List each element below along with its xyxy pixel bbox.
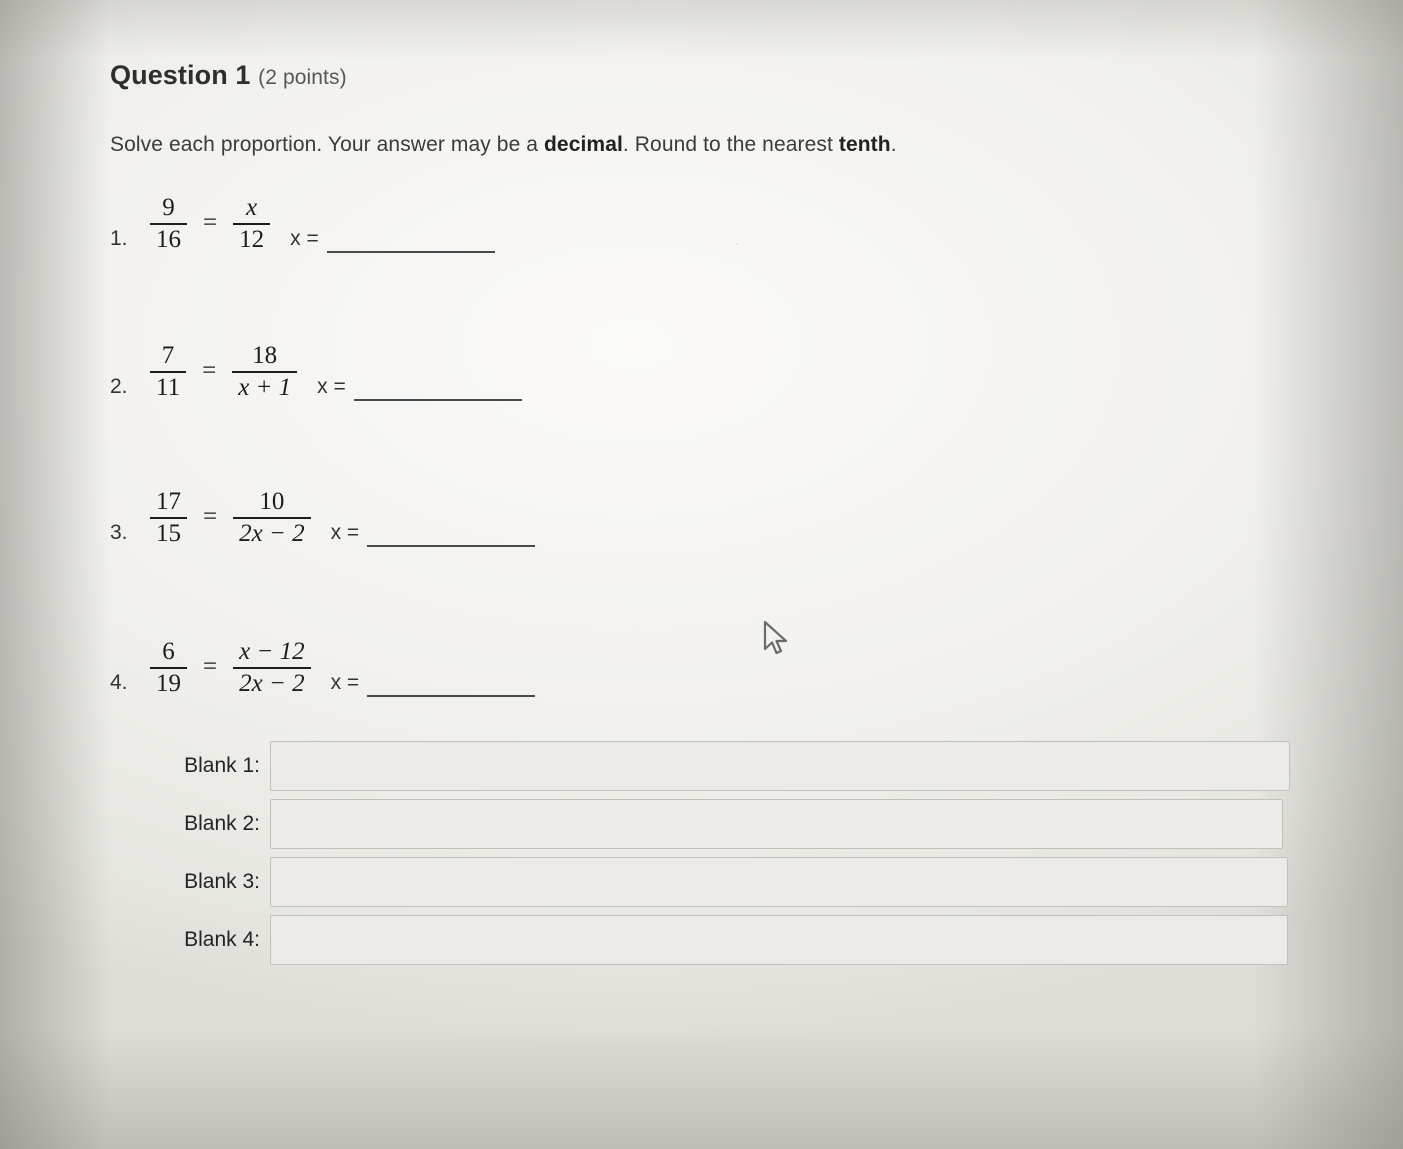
blank-label-2: Blank 2: (184, 812, 260, 835)
fraction-right-1 (227, 195, 276, 254)
denominator-right-3: 2x − 2 (239, 519, 305, 547)
fraction-left-1 (144, 195, 193, 254)
numerator-right-1: x (246, 193, 258, 221)
blank-row-1 (110, 741, 1310, 791)
problem-equation-1 (144, 195, 276, 254)
blank-fields-group (110, 741, 1310, 965)
numerator-left-2: 7 (161, 341, 175, 369)
numerator-left-4: 6 (162, 637, 175, 665)
denominator-left-3: 15 (156, 519, 181, 547)
numerator-right-3: 10 (259, 487, 285, 515)
instructions-emphasis-decimal: decimal (544, 133, 623, 156)
page-shadow-top (0, 0, 1403, 60)
denominator-right-2: x + 1 (238, 373, 292, 401)
problem-row-3 (110, 471, 1310, 547)
blank-input-3[interactable] (270, 857, 1288, 907)
answer-blank-line-2[interactable] (354, 377, 522, 401)
problem-row-1 (110, 177, 1310, 253)
numerator-left-1: 9 (162, 193, 175, 221)
problem-number-2: 2. (110, 375, 128, 398)
x-equals-label-3: x = (330, 521, 360, 544)
x-equals-label-4: x = (330, 671, 360, 694)
denominator-left-2: 11 (156, 373, 181, 401)
problem-equation-4 (144, 639, 317, 698)
equals-sign-1: = (203, 208, 218, 236)
question-points: (2 points) (258, 66, 347, 89)
blank-input-2[interactable] (270, 799, 1283, 849)
problem-number-1: 1. (110, 227, 128, 250)
faint-page-mark: · (735, 236, 740, 251)
instructions-part-1: Solve each proportion. Your answer may be a (110, 133, 544, 156)
equals-sign-4: = (203, 652, 218, 680)
blank-label-1: Blank 1: (184, 754, 260, 777)
denominator-right-1: 12 (239, 225, 265, 253)
equals-sign-2: = (202, 356, 217, 384)
instructions-emphasis-tenth: tenth (838, 133, 891, 156)
blank-label-3: Blank 3: (184, 870, 260, 893)
denominator-left-4: 19 (156, 669, 181, 697)
fraction-left-4 (144, 639, 193, 698)
question-content (110, 60, 1310, 973)
fraction-left-3 (144, 489, 193, 548)
answer-blank-line-3[interactable] (367, 523, 535, 547)
blank-label-4: Blank 4: (184, 928, 260, 951)
problem-row-2 (110, 325, 1310, 401)
instructions-part-3: . Round to the nearest (622, 133, 839, 156)
instructions-part-5: . (890, 133, 897, 156)
denominator-left-1: 16 (156, 225, 181, 253)
page-shadow-left (0, 0, 110, 1149)
problem-equation-2 (144, 343, 303, 402)
denominator-right-4: 2x − 2 (239, 669, 305, 697)
question-title: Question 1 (110, 60, 251, 90)
page-shadow-bottom (0, 1029, 1403, 1149)
fraction-left-2 (144, 343, 192, 402)
page-title (110, 60, 1310, 91)
blank-input-4[interactable] (270, 915, 1288, 965)
numerator-right-4: x − 12 (239, 637, 305, 665)
numerator-right-2: 18 (252, 341, 278, 369)
numerator-left-3: 17 (156, 487, 181, 515)
fraction-right-3 (227, 489, 316, 548)
instructions-text (110, 133, 1310, 157)
fraction-right-4 (227, 639, 316, 698)
problem-number-3: 3. (110, 521, 128, 544)
problem-row-4 (110, 621, 1310, 697)
problem-equation-3 (144, 489, 317, 548)
blank-row-2 (110, 799, 1310, 849)
blank-row-3 (110, 857, 1310, 907)
blank-row-4 (110, 915, 1310, 965)
answer-blank-line-1[interactable] (327, 229, 495, 253)
problem-number-4: 4. (110, 671, 128, 694)
equals-sign-3: = (203, 502, 218, 530)
answer-blank-line-4[interactable] (367, 673, 535, 697)
blank-input-1[interactable] (270, 741, 1290, 791)
fraction-right-2 (226, 343, 303, 402)
x-equals-label-1: x = (290, 227, 319, 250)
x-equals-label-2: x = (317, 375, 346, 398)
